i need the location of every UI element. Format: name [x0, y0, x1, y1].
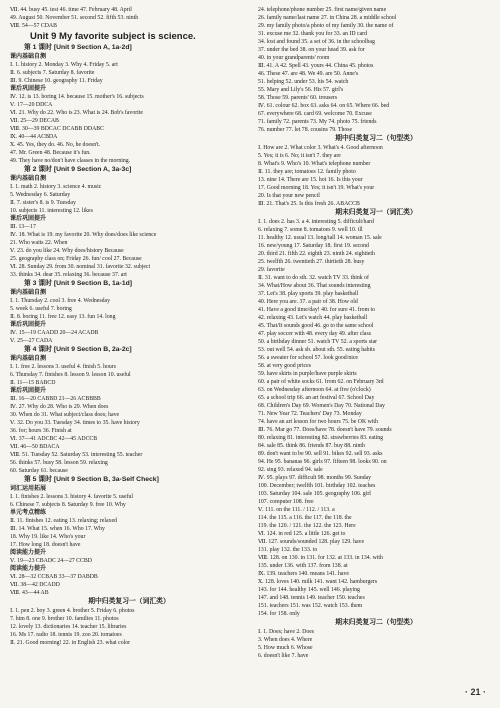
answer-line: 60. Saturday 61. because	[10, 468, 68, 474]
answer-line: 37. under the bed 38. on your head 39. ask for	[258, 47, 365, 53]
answer-line: Ⅷ. 30—39 BDCAC DCABB DDABC	[10, 126, 105, 132]
left-column	[10, 6, 248, 647]
answer-line: 131. play 132. the 133. to	[258, 547, 318, 553]
answer-line: 63. on Wednesday afternoon 64. at five (o'clock)	[258, 387, 371, 393]
answer-line: 24. telephone/phone number 25. first name/given name	[258, 7, 387, 13]
answer-line: Ⅳ. 18. What is 19. my favorite 20. Why does/does like science	[10, 232, 157, 238]
answer-line: 13. nine 14. There are 15. hot 16. Is this your	[258, 177, 363, 183]
answer-line: Ⅲ. 21. That's 25. Is this fresh 26. ABACCB	[258, 201, 360, 207]
answer-line: 100. December; twelfth 101. birthday 102. teaches	[258, 483, 376, 489]
answer-line: 92. sing 93. relaxed 94. sale	[258, 467, 323, 473]
answer-line: 41. Have a good time/day! 40. for sure 41. from to	[258, 307, 376, 313]
answer-line: 33. thinks 34. dear 35. relaxing 36. because 37. art	[10, 272, 127, 278]
answer-line: Ⅴ. 17—20 DDCA	[10, 102, 53, 108]
answer-line: Ⅲ. 16—20 CABBD 21—26 ACBBBB	[10, 396, 101, 402]
answer-line: Ⅲ. 13—17	[10, 224, 36, 230]
review-heading: 期中归类复习二（句型类）	[335, 135, 417, 142]
answer-line: 31. excuse me 32. thank you for 33. an ID card	[258, 31, 367, 37]
answer-line: 107. computer 108. free	[258, 499, 314, 505]
answer-line: Ⅲ. 14. What 15. when 16. Who 17. Why	[10, 526, 105, 532]
answer-line: 20. third 21. fifth 22. eighth 23. ninth 24. eightieth	[258, 251, 375, 257]
answer-line: Ⅲ. 76. Mar go 77. Does/have 78. doesn't have 79. sounds	[258, 427, 392, 433]
answer-line: Ⅹ. 45. Yes, they do. 46. No, he doesn't.	[10, 142, 101, 148]
answer-line: Ⅱ. 21. Good morning! 22. in English 23. what color	[10, 640, 131, 646]
answer-line: 68. Children's Day 69. Women's Day 70. National Day	[258, 403, 385, 409]
answer-line: Ⅸ. 40—44 ACBDA	[10, 134, 58, 140]
answer-line: Ⅱ. 8. boring 11. free 12. easy 13. fun 14. long	[10, 314, 116, 320]
section-label: 课内基础自测	[10, 356, 47, 362]
answer-line: Ⅴ. 32. Do you 33. Tuesday 34. times to 35. have history	[10, 420, 140, 426]
answer-line: 16. new/young 17. Saturday 18. first 19. second	[258, 243, 369, 249]
answer-line: Ⅰ. 1. does 2. has 3. a 4. interesting 5. difficult/hard	[258, 219, 374, 225]
section-label: 课内基础自测	[10, 54, 47, 60]
answer-line: Ⅸ. 139. teachers 140. means 141. have	[258, 571, 349, 577]
lesson-heading: 第 4 课时 [Unit 9 Section B, 2a-2c]	[24, 346, 132, 353]
answer-line: 29. my family photo/a photo of my family 30. the name of	[258, 23, 394, 29]
answer-line: 80. relaxing 81. interesting 82. strawberries 83. eating	[258, 435, 384, 441]
answer-line: 17. Good morning 18. Yes; it isn't 19. What's your	[258, 185, 375, 191]
lesson-heading: 第 1 课时 [Unit 9 Section A, 1a-2d]	[24, 44, 132, 51]
answer-line: 58. Those 59. parents' 60. trousers	[258, 95, 338, 101]
answer-line: Ⅵ. 28. Sunday 29. from 30. nominal 31. favorite 32. subject	[10, 264, 151, 270]
answer-line: Ⅹ. 128. loves 140. milk 141. want 142. hamburgers	[258, 579, 378, 585]
answer-line: 49. August 50. November 51. second 52. fifth 53. ninth	[10, 15, 139, 21]
answer-line: 5. Yes; it is 6. No; it isn't 7. they are	[258, 153, 341, 159]
answer-line: 29. favorite	[258, 267, 285, 273]
answer-line: Ⅰ. 1. Does; have 2. Does	[258, 629, 315, 635]
answer-line: Ⅱ. 11—15 BABCD	[10, 380, 56, 386]
answer-line: 6. Thursday 7. finishes 8. lesson 9. lesson 10. useful	[10, 372, 131, 378]
answer-line: 36. for; hours 36. Finish at	[10, 428, 72, 434]
answer-line: Ⅵ. 21. Why do 22. Who is 23. What is 24. Bob's favorite	[10, 110, 143, 116]
answer-line: 20. Is that your new pencil	[258, 193, 320, 199]
answer-line: 37. Let's 38. play sports 39. play basketball	[258, 291, 359, 297]
answer-line: Ⅳ. 95. plays 97. difficult 98. months 99. Sunday	[258, 475, 372, 481]
answer-line: Ⅵ. 37—41 ADCBC 42—45 ADCCB	[10, 436, 98, 442]
answer-line: 60. a pair of white socks 61. from 62. on February 3rd	[258, 379, 384, 385]
answer-line: 58. at very good prices	[258, 363, 311, 369]
answer-line: 71. New Year 72. Teachers' Day 73. Monday	[258, 411, 362, 417]
answer-line: 34. What/How about 36. That sounds interesting	[258, 283, 371, 289]
answer-line: Ⅵ. 124. in red 125. a little 126. get to	[258, 531, 346, 537]
section-label: 课内基础自测	[10, 290, 47, 296]
answer-line: 5. How much 6. Whose	[258, 645, 313, 651]
answer-line: 119. the 120. / 121. the 122. the 123. Here	[258, 523, 356, 529]
answer-line: 56. thinks 57. busy 58. lesson 59. relaxing	[10, 460, 108, 466]
answer-line: Ⅴ. 23. do you like 24. Why does/history Because	[10, 248, 124, 254]
answer-line: Ⅴ. 19—23 CBADC 24—27 CCBD	[10, 558, 92, 564]
answer-line: 143. for 144. healthy 145. well 146. playing	[258, 587, 360, 593]
answer-line: Ⅱ. 6. subjects 7. Saturday 8. favorite	[10, 70, 95, 76]
answer-line: Ⅳ. 12. is 13. boring 14. because 15. mother's 16. subjects	[10, 94, 144, 100]
answer-line: 71. family 72. parents 73. My 74. photo 75. friends	[258, 119, 377, 125]
answer-line: 26. family name/last name 27. in China 28. a middle school	[258, 15, 397, 21]
answer-line: 135. under 136. with 137. from 138. at	[258, 563, 348, 569]
answer-line: Ⅴ. 111. on the 111. / 112. / 113. a	[258, 507, 335, 513]
section-label: 课后巩固提升	[10, 388, 47, 394]
answer-line: 84. sale 85. think 86. friends 87. buy 88. ninth	[258, 443, 365, 449]
answer-line: Ⅲ. 41. A 42. Spell 43. yours 44. China 45. photos	[258, 63, 374, 69]
answer-line: 53. out well 54. ask sb. about sth. 55. eating habits	[258, 347, 376, 353]
section-label: 词汇运用拓展	[10, 486, 47, 492]
answer-line: 103. Saturday 104. sale 105. geography 106. girl	[258, 491, 371, 497]
answer-line: Ⅰ. 1. finishes 2. lessons 3. history 4. favorite 5. useful	[10, 494, 134, 500]
answer-line: 6. doesn't like 7. have	[258, 653, 309, 659]
answer-line: 94. He 95. bananas 96. girls 97. fifteen 98. looks 90. on	[258, 459, 387, 465]
answer-line: 17. How long 18. doesn't have	[10, 542, 81, 548]
answer-line: 76. number 77. let 78. cousins 79. Those	[258, 127, 353, 133]
answer-line: Ⅱ. 11. finishes 12. eating 13. relaxing; relaxed	[10, 518, 117, 524]
answer-line: 7. him 8. one 9. brother 10. families 11. photos	[10, 616, 119, 622]
answer-line: 65. a school trip 66. an art festival 67. School Day	[258, 395, 375, 401]
answer-line: Ⅰ. 1. history 2. Monday 3. Why 4. Friday 5. art	[10, 62, 118, 68]
answer-line: Ⅷ. 43—44 AB	[10, 590, 49, 596]
section-label: 阅读能力提升	[10, 566, 47, 572]
section-label: 单元考点精练	[10, 510, 47, 516]
answer-line: 67. everywhere 68. card 69. welcome 70. Excuse	[258, 111, 372, 117]
answer-line: 47. play soccer with 48. every day 49. after class	[258, 331, 371, 337]
answer-line: Ⅷ. 128. on 130. in 131. for 132. at 133. in 134. with	[258, 555, 383, 561]
answer-line: Ⅰ. 1. free 2. lessons 3. useful 4. finish 5. hours	[10, 364, 116, 370]
answer-line: 151. teachers 151. was 152. watch 153. them	[258, 603, 363, 609]
page-number: · 21 ·	[464, 687, 486, 697]
answer-line: 59. have skirts in purple/have purple skirts	[258, 371, 357, 377]
lesson-heading: 第 3 课时 [Unit 9 Section B, 1a-1d]	[24, 280, 133, 287]
answer-line: 8. What's 9. Who's 10. What's telephone number	[258, 161, 371, 167]
answer-line: 74. have an art lesson for two hours 75. be OK with	[258, 419, 378, 425]
answer-line: Ⅴ. 25—27 CADA	[10, 338, 53, 344]
answer-line: 25. geography class on; Friday 26. fun/ cool 27. Because	[10, 256, 142, 262]
answer-line: 25. twelfth 26. twentieth 27. thirtieth 28. busy	[258, 259, 365, 265]
answer-line: 55. Mary and Lily's 56. His 57. girl's	[258, 87, 344, 93]
answer-line: 114. the 115. a 116. the 117. the 118. the	[258, 515, 352, 521]
section-label: 课内基础自测	[10, 176, 47, 182]
answer-line: Ⅰ. 1. pen 2. boy 3. green 4. brother 5. Friday 6. photos	[10, 608, 135, 614]
lesson-heading: 第 2 课时 [Unit 9 Section A, 3a-3c]	[24, 166, 132, 173]
answer-line: Ⅱ. 7. sister's 8. is 9. Tuesday	[10, 200, 76, 206]
answer-line: 6. Chinese 7. subjects 8. Saturday 9. free 10. Why	[10, 502, 126, 508]
answer-line: 18. Why 19. like 14. Who's your	[10, 534, 86, 540]
answer-line: Ⅷ. 51. Tuesday 52. Saturday 53. interesting 55. teacher	[10, 452, 143, 458]
answer-line: 6. relaxing 7. some 8. tomatoes 9. well 10. ill	[258, 227, 363, 233]
answer-line: 12. lovely 13. dictionaries 14. teacher 15. libraries	[10, 624, 127, 630]
answer-line: 154. for 158. only	[258, 611, 300, 617]
section-label: 课后巩固提升	[10, 86, 47, 92]
answer-line: Ⅵ. 28—32 CCBAB 33—37 DABDB	[10, 574, 98, 580]
answer-line: 3. When does 4. Where	[258, 637, 313, 643]
answer-line: 16. Ms 17. radio 18. tennis 19. zoo 20. tomatoes	[10, 632, 122, 638]
answer-line: Ⅶ. 127. sounds/sounded 128. play 129. have	[258, 539, 365, 545]
answer-line: 56. a sweater for school 57. look good/nice	[258, 355, 358, 361]
answer-line: Ⅱ. 31. want to do sth. 32. watch TV 33. think of	[258, 275, 369, 281]
answer-line: 5. Wednesday 6. Saturday	[10, 192, 71, 198]
section-label: 阅读能力提升	[10, 550, 47, 556]
lesson-heading: 第 5 课时 [Unit 9 Section B, 3a-Self Check]	[24, 476, 159, 483]
answer-line: 11. healthy 12. usual 13. long/tall 14. woman 15. sale	[258, 235, 382, 241]
answer-line: Ⅰ. How are 2. What color 3. What's 4. Good afternoon	[258, 145, 383, 151]
answer-line: 49. They have no/don't have classes in the morning.	[10, 158, 131, 164]
answer-line: Ⅶ. 46—50 BDACA	[10, 444, 60, 450]
answer-line: 46. These 47. are 48. We 49. are 50. Anne's	[258, 71, 359, 77]
answer-line: 42. relaxing 43. Let's watch 44. play basketball	[258, 315, 368, 321]
answer-line: 47. Mr. Green 48. Because it's fun.	[10, 150, 91, 156]
answer-line: 21. Who waits 22. When	[10, 240, 68, 246]
answer-line: Ⅱ. 11. they are; tomatoes 12. family photo	[258, 169, 356, 175]
right-column	[258, 6, 494, 660]
answer-line: 5. week 6. useful 7. boring	[10, 306, 72, 312]
section-label: 课后巩固提升	[10, 322, 47, 328]
review-heading: 期末归类复习二（句型类）	[335, 619, 417, 626]
section-label: 课后巩固提升	[10, 216, 47, 222]
answer-line: Ⅲ. 9. Chinese 10. geography 11. Friday	[10, 78, 103, 84]
answer-line: 40. in your grandparents' room	[258, 55, 330, 61]
answer-line: 45. That/It sounds good 46. go to the same school	[258, 323, 374, 329]
unit-title: Unit 9 My favorite subject is science.	[30, 31, 196, 42]
answer-line: 147. and 148. tennis 149. teacher 150. teaches	[258, 595, 365, 601]
answer-line: Ⅳ. 61. colour 62. box 63. asks 64. on 65. Where 66. bed	[258, 103, 390, 109]
review-heading: 期末归类复习一（词汇类）	[335, 209, 417, 216]
answer-line: Ⅳ. 15—19 CAADD 20—24 ACADB	[10, 330, 99, 336]
answer-line: 30. When do 31. What subject/class does; have	[10, 412, 120, 418]
answer-line: Ⅰ. 1. math 2. history 3. science 4. music	[10, 184, 102, 190]
answer-line: Ⅶ. 38—42 DCADD	[10, 582, 60, 588]
answer-line: Ⅳ. 27. Why do 28. Who is 29. When does	[10, 404, 109, 410]
answer-line: Ⅶ. 44. busy 45. test 46. time 47. February 48. April	[10, 7, 132, 13]
answer-line: 50. a birthday dinner 51. watch TV 52. a sports star	[258, 339, 378, 345]
answer-line: 51. helping 52. under 53. his 54. watch	[258, 79, 349, 85]
review-heading: 期中归类复习一（词汇类）	[88, 598, 170, 605]
answer-line: 40. Here you are. 37. a pair of 38. How old	[258, 299, 358, 305]
answer-line: Ⅷ. 54—57 CDAB	[10, 23, 57, 29]
answer-line: 10. subjects 11. interesting 12. likes	[10, 208, 93, 214]
answer-line: Ⅶ. 25—29 DECAB	[10, 118, 59, 124]
answer-line: 34. lost and found 35. a set of 36. in the schoolbag	[258, 39, 375, 45]
answer-line: 89. don't want to be 90. sell 91. bikes 92. sell 93. asks	[258, 451, 383, 457]
answer-line: Ⅰ. 1. Thursday 2. cool 3. free 4. Wednesday	[10, 298, 110, 304]
